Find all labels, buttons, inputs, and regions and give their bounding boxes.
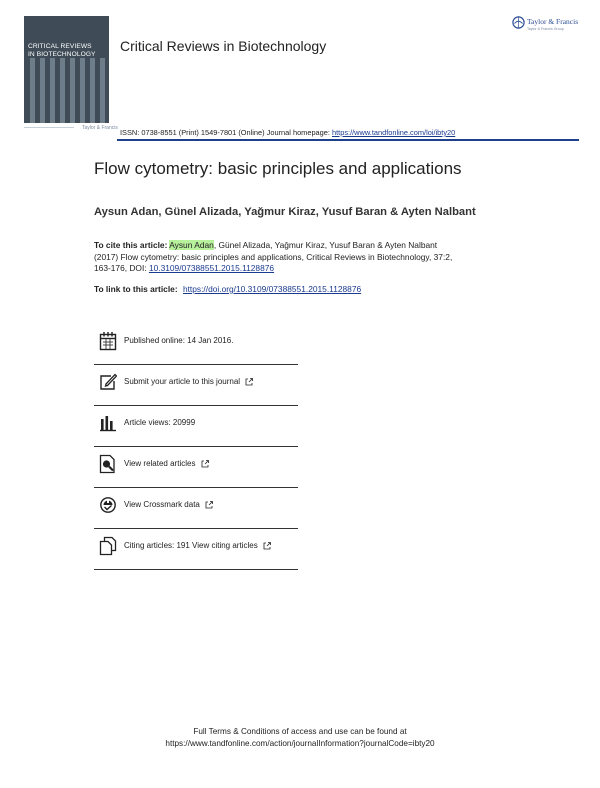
article-views-text: Article views: 20999 (124, 418, 196, 427)
citing-articles-text: Citing articles: 191 View citing articles (124, 541, 258, 550)
journal-homepage-link[interactable]: https://www.tandfonline.com/loi/ibty20 (332, 128, 456, 137)
edit-icon (99, 372, 117, 392)
row-divider (94, 569, 298, 570)
citation-block (94, 240, 524, 275)
row-divider (94, 446, 298, 447)
row-divider (94, 405, 298, 406)
article-views-row (94, 411, 298, 451)
footer-terms-link[interactable]: https://www.tandfonline.com/action/journalInformation?journalCode=ibty20 (165, 739, 435, 748)
highlighted-author[interactable]: Aysun Adan (169, 240, 214, 250)
publisher-tagline: Taylor & Francis Group (527, 27, 564, 31)
publisher-name: Taylor & Francis (527, 17, 579, 26)
publisher-globe-icon (512, 16, 525, 29)
citation-label: To cite this article: (94, 240, 168, 250)
footer-line-1: Full Terms & Conditions of access and use can be found at (193, 727, 407, 736)
submit-article-text: Submit your article to this journal (124, 377, 241, 386)
publisher-logo[interactable] (512, 16, 596, 36)
calendar-icon (99, 331, 117, 351)
related-articles-row[interactable] (94, 452, 298, 492)
citation-line-2: (2017) Flow cytometry: basic principles and applications, Critical Reviews in Biotechnology, 37:2, (94, 251, 453, 262)
journal-cover-thumbnail (24, 16, 109, 123)
related-articles-text: View related articles (124, 459, 196, 468)
journal-title: Critical Reviews in Biotechnology (120, 38, 327, 54)
header-divider (117, 139, 579, 141)
crossmark-link[interactable] (124, 500, 213, 509)
article-doi-url[interactable]: https://doi.org/10.3109/07388551.2015.1128876 (182, 284, 362, 294)
search-document-icon (99, 454, 117, 474)
cover-caption-rule (24, 127, 74, 128)
cover-title (28, 43, 108, 59)
published-online-text: Published online: 14 Jan 2016. (124, 336, 234, 345)
external-link-icon (263, 542, 271, 550)
footer (0, 726, 600, 750)
cover-title-line2: IN BIOTECHNOLOGY (28, 51, 96, 58)
citation-line-1 (94, 240, 524, 252)
external-link-icon (245, 378, 253, 386)
cover-stripe (70, 58, 75, 123)
cover-stripe (30, 58, 35, 123)
submit-article-link[interactable] (124, 377, 253, 386)
crossmark-row[interactable] (94, 493, 298, 533)
citing-articles-row[interactable] (94, 534, 298, 574)
crossmark-text: View Crossmark data (124, 500, 200, 509)
citation-line-3 (94, 263, 524, 275)
cover-stripe (90, 58, 95, 123)
bar-chart-icon (99, 413, 117, 433)
external-link-icon (205, 501, 213, 509)
submit-article-row[interactable] (94, 370, 298, 410)
cover-stripe (60, 58, 65, 123)
cover-stripe (50, 58, 55, 123)
cover-stripe (80, 58, 85, 123)
link-label: To link to this article: (94, 284, 178, 294)
related-articles-link[interactable] (124, 459, 209, 468)
cover-stripe (100, 58, 105, 123)
cover-publisher-mini-logo: Taylor & Francis (82, 125, 118, 131)
row-divider (94, 487, 298, 488)
issn-line (120, 128, 455, 137)
article-title: Flow cytometry: basic principles and applications (94, 159, 462, 178)
cover-stripe (40, 58, 45, 123)
citation-doi-link[interactable]: 10.3109/07388551.2015.1128876 (148, 263, 275, 274)
copy-documents-icon (99, 536, 117, 556)
row-divider (94, 364, 298, 365)
published-online-row (94, 329, 298, 369)
citation-doi-prefix: 163-176, DOI: (94, 263, 149, 274)
cover-title-line1: CRITICAL REVIEWS (28, 43, 92, 50)
citing-articles-link[interactable] (124, 541, 271, 550)
link-to-article (94, 284, 361, 294)
issn-text: ISSN: 0738-8551 (Print) 1549-7801 (Online) Journal homepage: (120, 128, 330, 137)
row-divider (94, 528, 298, 529)
citation-line-1-rest: , Günel Alizada, Yağmur Kiraz, Yusuf Baran & Ayten Nalbant (213, 240, 438, 250)
article-authors: Aysun Adan, Günel Alizada, Yağmur Kiraz, Yusuf Baran & Ayten Nalbant (94, 206, 476, 218)
crossmark-icon (99, 495, 117, 515)
external-link-icon (201, 460, 209, 468)
